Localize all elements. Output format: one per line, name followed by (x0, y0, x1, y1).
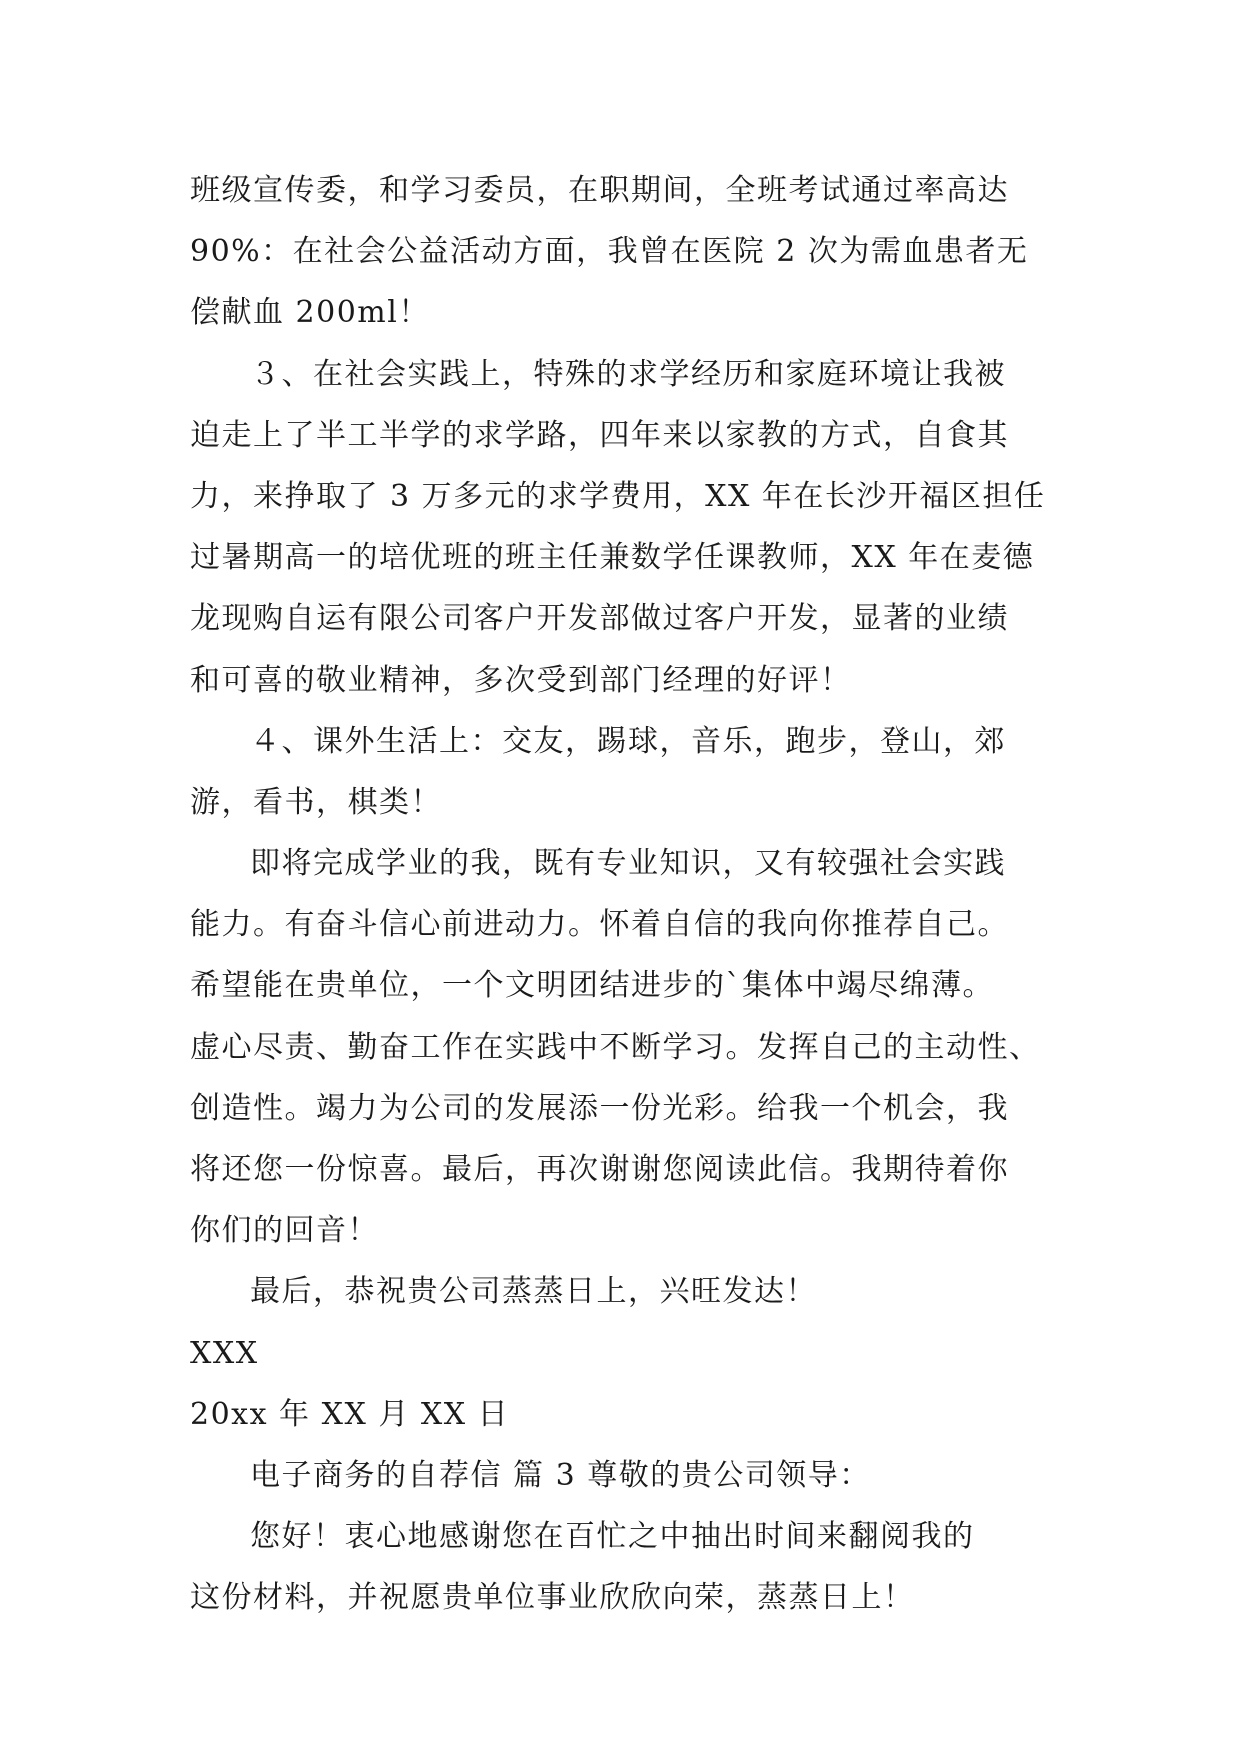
text-line: XXX (190, 1335, 259, 1371)
text-line: 迫走上了半工半学的求学路，四年来以家教的方式，自食其 (190, 417, 1009, 453)
text-line: 90%：在社会公益活动方面，我曾在医院 2 次为需血患者无 (190, 234, 1029, 270)
text-line: 过暑期高一的培优班的班主任兼数学任课教师，XX 年在麦德 (190, 540, 1035, 576)
text-line: 偿献血 200ml！ (190, 295, 430, 331)
text-line: ３、在社会实践上，特殊的求学经历和家庭环境让我被 (250, 356, 1006, 392)
text-line: 希望能在贵单位，一个文明团结进步的`集体中竭尽绵薄。 (190, 968, 994, 1004)
text-line: 即将完成学业的我，既有专业知识，又有较强社会实践 (250, 846, 1006, 882)
text-line: 虚心尽责、勤奋工作在实践中不断学习。发挥自己的主动性、 (190, 1029, 1041, 1065)
text-line: 您好！衷心地感谢您在百忙之中抽出时间来翻阅我的 (250, 1519, 975, 1555)
text-line: 创造性。竭力为公司的发展添一份光彩。给我一个机会，我 (190, 1090, 1009, 1126)
text-line: 你们的回音！ (190, 1213, 379, 1249)
text-line: 游，看书，棋类！ (190, 784, 442, 820)
text-line: 将还您一份惊喜。最后，再次谢谢您阅读此信。我期待着你 (190, 1152, 1009, 1187)
text-line: 20xx 年 XX 月 XX 日 (190, 1396, 510, 1432)
text-line: ４、课外生活上：交友，踢球，音乐，跑步，登山，郊 (250, 723, 1006, 759)
text-line: 和可喜的敬业精神，多次受到部门经理的好评！ (190, 662, 852, 698)
text-line: 最后，恭祝贵公司蒸蒸日上，兴旺发达！ (250, 1274, 817, 1310)
text-line: 力，来挣取了 3 万多元的求学费用，XX 年在长沙开福区担任 (190, 478, 1046, 514)
text-line: 班级宣传委，和学习委员，在职期间，全班考试通过率高达 (190, 173, 1009, 208)
text-line: 能力。有奋斗信心前进动力。怀着自信的我向你推荐自己。 (190, 907, 1009, 943)
text-line: 龙现购自运有限公司客户开发部做过客户开发，显著的业绩 (190, 601, 1009, 637)
text-line: 电子商务的自荐信 篇 3 尊敬的贵公司领导： (250, 1457, 871, 1493)
text-line: 这份材料，并祝愿贵单位事业欣欣向荣，蒸蒸日上！ (190, 1580, 915, 1616)
letter-body (190, 160, 1050, 1629)
